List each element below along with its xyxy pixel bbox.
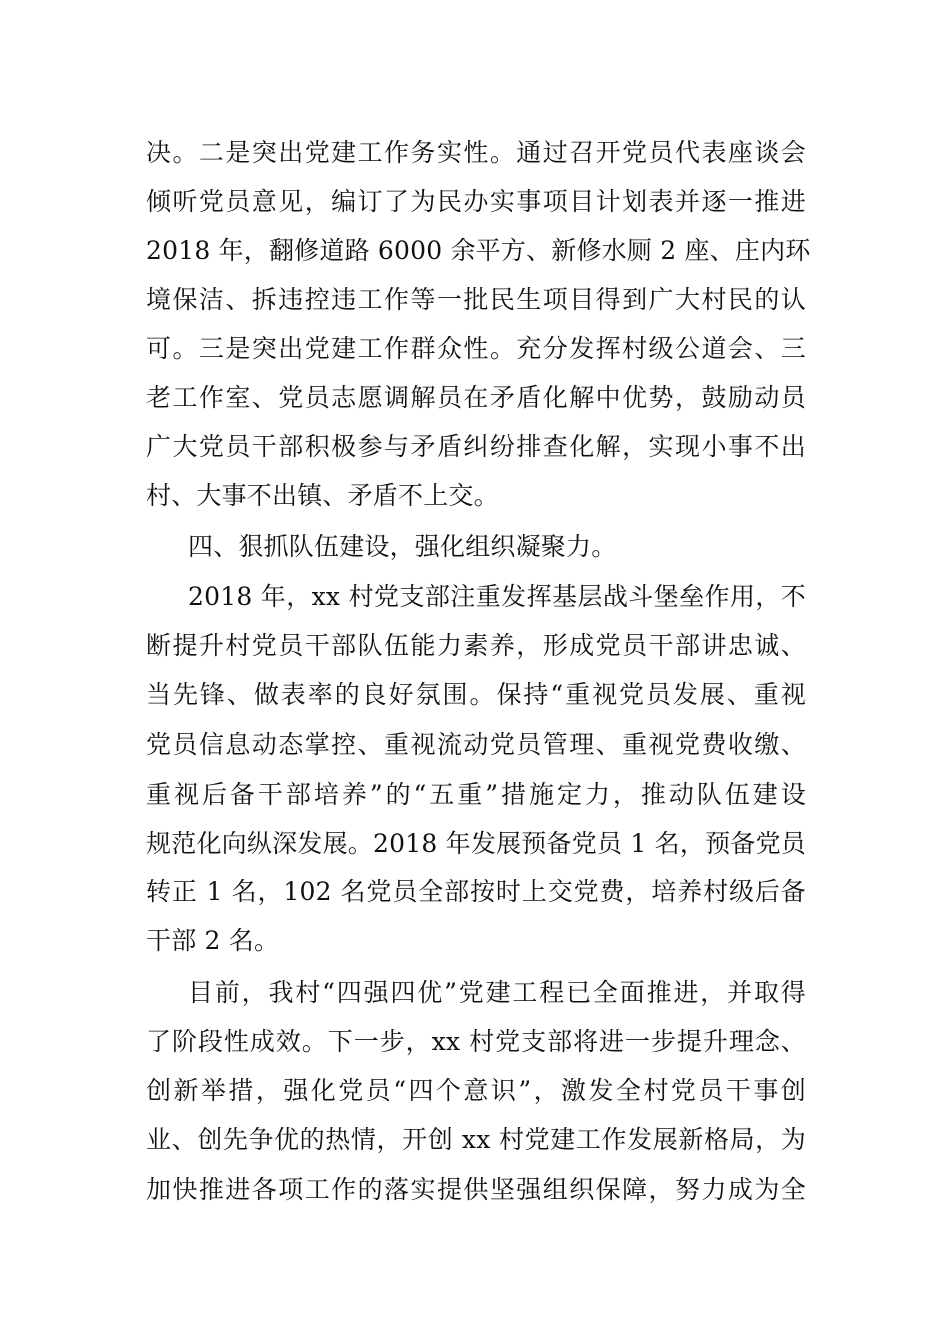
- text-line: 2018 年，xx 村党支部注重发挥基层战斗堡垒作用，不: [188, 582, 806, 611]
- text-line: 创新举措，强化党员“四个意识”，激发全村党员干事创: [146, 1076, 806, 1105]
- text-line: 2018 年，翻修道路 6000 余平方、新修水厕 2 座、庄内环: [146, 236, 811, 265]
- text-line: 当先锋、做表率的良好氛围。保持“重视党员发展、重视: [146, 680, 806, 709]
- text-line: 广大党员干部积极参与矛盾纠纷排查化解，实现小事不出: [146, 432, 806, 461]
- text-line: 村、大事不出镇、矛盾不上交。: [146, 481, 499, 510]
- text-line: 可。三是突出党建工作群众性。充分发挥村级公道会、三: [146, 334, 806, 363]
- text-line: 境保洁、拆违控违工作等一批民生项目得到广大村民的认: [146, 285, 806, 314]
- text-line: 党员信息动态掌控、重视流动党员管理、重视党费收缴、: [146, 730, 806, 759]
- text-line: 目前，我村“四强四优”党建工程已全面推进，并取得: [188, 978, 806, 1007]
- text-line: 断提升村党员干部队伍能力素养，形成党员干部讲忠诚、: [146, 631, 806, 660]
- text-line: 转正 1 名，102 名党员全部按时上交党费，培养村级后备: [146, 877, 806, 906]
- text-line: 决。二是突出党建工作务实性。通过召开党员代表座谈会: [146, 138, 806, 167]
- text-line: 了阶段性成效。下一步，xx 村党支部将进一步提升理念、: [146, 1027, 806, 1056]
- text-line: 干部 2 名。: [146, 926, 280, 955]
- text-line: 老工作室、党员志愿调解员在矛盾化解中优势，鼓励动员: [146, 383, 806, 412]
- text-line: 重视后备干部培养”的“五重”措施定力，推动队伍建设: [146, 780, 806, 809]
- text-line: 规范化向纵深发展。2018 年发展预备党员 1 名，预备党员: [146, 829, 806, 858]
- text-line: 倾听党员意见，编订了为民办实事项目计划表并逐一推进: [146, 187, 806, 216]
- text-line: 加快推进各项工作的落实提供坚强组织保障，努力成为全: [146, 1175, 806, 1204]
- section-heading: 四、狠抓队伍建设，强化组织凝聚力。: [188, 532, 617, 561]
- text-line: 业、创先争优的热情，开创 xx 村党建工作发展新格局，为: [146, 1125, 806, 1154]
